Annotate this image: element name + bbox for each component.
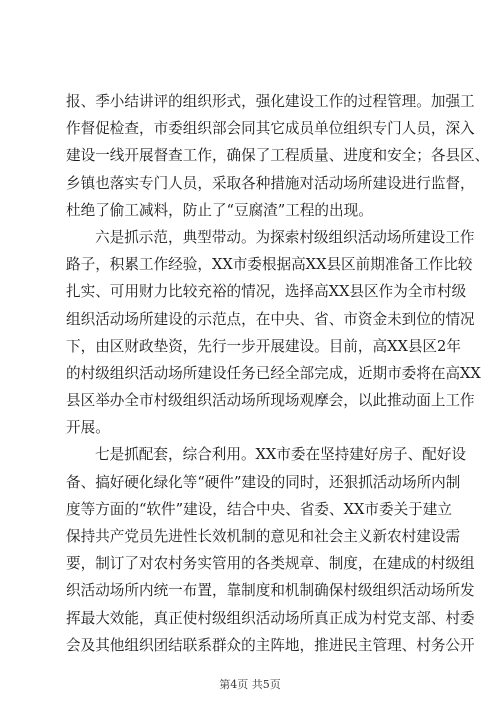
- text-line: 备、搞好硬化绿化等“硬件”建设的同时，还狠抓活动场所内制: [66, 473, 461, 491]
- text-line: 组织活动场所建设的示范点，在中央、省、市资金未到位的情况: [66, 310, 475, 328]
- text-line: 下，由区财政垫资，先行一步开展建设。目前，高XX县区2年: [66, 337, 461, 355]
- body-text: [66, 88, 490, 659]
- paragraph-start-line: 七是抓配套，综合利用。XX市委在坚持建好房子、配好设: [95, 446, 467, 464]
- text-line: 报、季小结讲评的组织形式，强化建设工作的过程管理。加强工: [66, 93, 475, 110]
- text-line: 度等方面的“软件”建设，结合中央、省委、XX市委关于建立: [66, 500, 452, 518]
- text-line: 织活动场所内统一布置，靠制度和机制确保村级组织活动场所发: [66, 582, 475, 600]
- text-line: 作督促检查，市委组织部会同其它成员单位组织专门人员，深入: [66, 120, 475, 138]
- text-line: 建设一线开展督查工作，确保了工程质量、进度和安全；各县区、: [66, 147, 490, 165]
- text-line: 挥最大效能，真正使村级组织活动场所真正成为村党支部、村委: [66, 609, 475, 627]
- text-line: 开展。: [66, 419, 110, 437]
- text-line: 会及其他组织团结联系群众的主阵地，推进民主管理、村务公开: [66, 636, 475, 654]
- text-line: 路子，积累工作经验，XX市委根据高XX县区前期准备工作比较: [66, 256, 473, 274]
- text-line: 要，制订了对农村务实管用的各类规章、制度，在建成的村级组: [66, 555, 475, 573]
- text-line: 的村级组织活动场所建设任务已经全部完成，近期市委将在高XX: [66, 364, 481, 382]
- text-line: 县区举办全市村级组织活动场所现场观摩会，以此推动面上工作: [66, 392, 475, 410]
- text-line: 扎实、可用财力比较充裕的情况，选择高XX县区作为全市村级: [66, 283, 467, 301]
- text-line: 保持共产党员先进性长效机制的意见和社会主义新农村建设需: [66, 528, 461, 545]
- text-line: 杜绝了偷工减料，防止了“豆腐渣”工程的出现。: [66, 201, 373, 219]
- page-number-footer: 第4页 共5页: [219, 678, 281, 691]
- text-line: 乡镇也落实专门人员，采取各种措施对活动场所建设进行监督，: [66, 174, 475, 192]
- paragraph-start-line: 六是抓示范，典型带动。为探索村级组织活动场所建设工作: [95, 228, 475, 246]
